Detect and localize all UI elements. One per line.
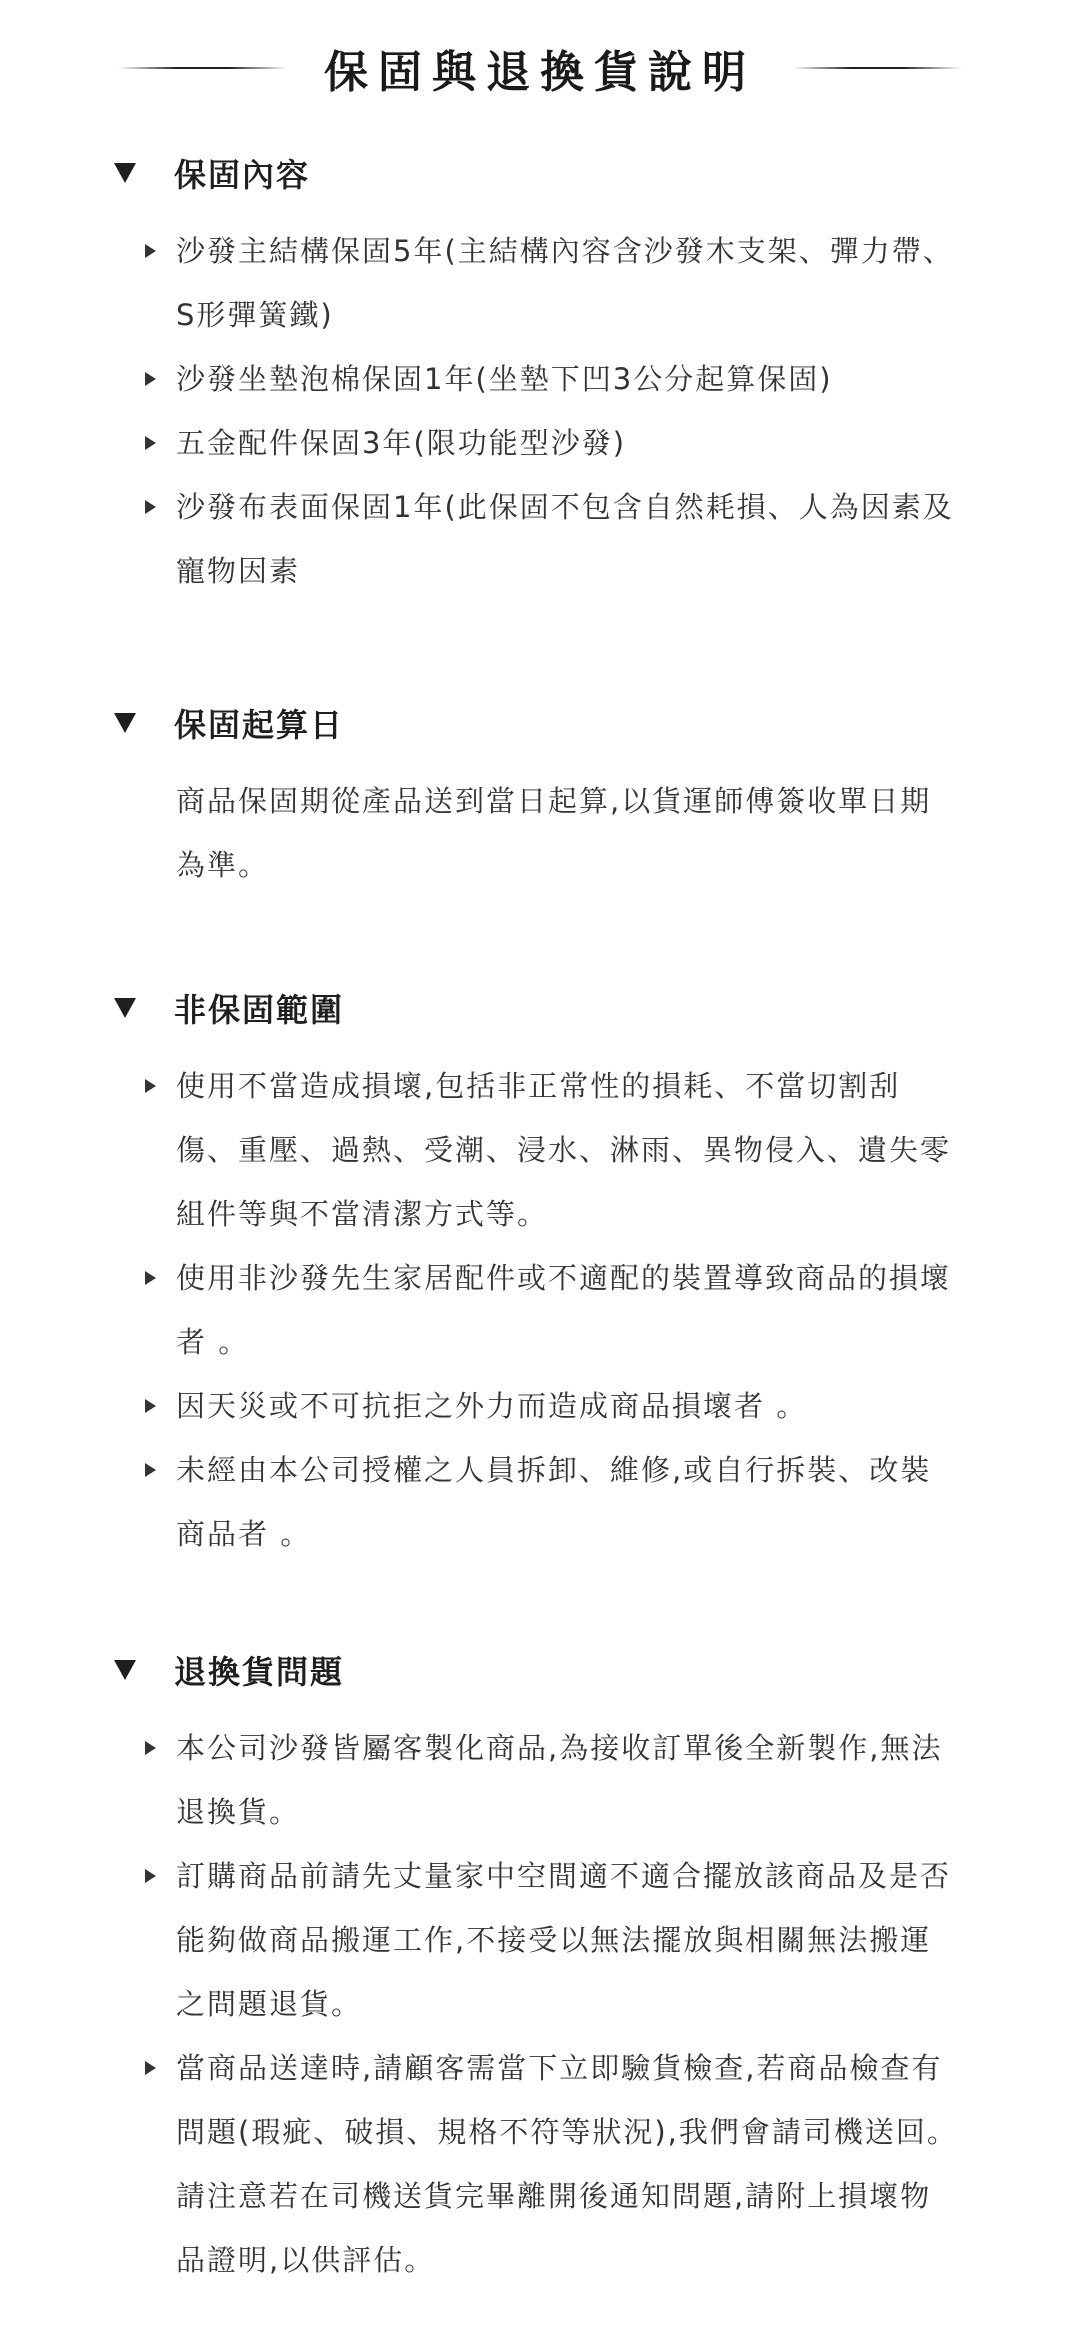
list-item: 當商品送達時,請顧客需當下立即驗貨檢查,若商品檢查有問題(瑕疵、破損、規格不符等狀況),我們會請司機送回。請注意若在司機送貨完畢離開後通知問題,請附上損壞物品證明,以供評估。 bbox=[176, 2036, 960, 2292]
triangle-right-icon bbox=[145, 1079, 156, 1093]
title-divider-right bbox=[792, 67, 962, 69]
section-warranty-start-date bbox=[0, 693, 1080, 897]
triangle-right-icon bbox=[145, 2061, 156, 2075]
triangle-right-icon bbox=[145, 1869, 156, 1883]
page-title: 保固與退換貨說明 bbox=[324, 47, 756, 98]
list-item: 本公司沙發皆屬客製化商品,為接收訂單後全新製作,無法退換貨。 bbox=[176, 1716, 960, 1844]
list-item: 沙發坐墊泡棉保固1年(坐墊下凹3公分起算保固) bbox=[176, 347, 960, 411]
return-item-list bbox=[176, 1716, 960, 2292]
section-header[interactable] bbox=[0, 978, 1080, 1038]
list-item: 沙發布表面保固1年(此保固不包含自然耗損、人為因素及寵物因素 bbox=[176, 475, 960, 603]
triangle-right-icon bbox=[145, 372, 156, 386]
triangle-right-icon bbox=[145, 244, 156, 258]
warranty-item-list bbox=[176, 219, 960, 603]
section-header[interactable] bbox=[0, 1640, 1080, 1700]
list-item: 使用不當造成損壞,包括非正常性的損耗、不當切割刮傷、重壓、過熱、受潮、浸水、淋雨、異物侵入、遺失零組件等與不當清潔方式等。 bbox=[176, 1054, 960, 1246]
non-warranty-item-list bbox=[176, 1054, 960, 1566]
section-return-exchange bbox=[0, 1640, 1080, 2292]
section-header[interactable] bbox=[0, 693, 1080, 753]
list-item: 五金配件保固3年(限功能型沙發) bbox=[176, 411, 960, 475]
triangle-down-icon bbox=[114, 713, 136, 733]
triangle-right-icon bbox=[145, 1463, 156, 1477]
list-item: 沙發主結構保固5年(主結構內容含沙發木支架、彈力帶、S形彈簧鐵) bbox=[176, 219, 960, 347]
section-non-warranty-scope bbox=[0, 978, 1080, 1566]
triangle-right-icon bbox=[145, 500, 156, 514]
section-title: 非保固範圍 bbox=[174, 991, 345, 1029]
list-item: 訂購商品前請先丈量家中空間適不適合擺放該商品及是否能夠做商品搬運工作,不接受以無法擺放與相關無法搬運之問題退貨。 bbox=[176, 1844, 960, 2036]
page-header bbox=[0, 30, 1080, 106]
title-divider-left bbox=[118, 67, 288, 69]
triangle-right-icon bbox=[145, 1741, 156, 1755]
list-item: 因天災或不可抗拒之外力而造成商品損壞者 。 bbox=[176, 1374, 960, 1438]
triangle-down-icon bbox=[114, 1660, 136, 1680]
section-title: 保固起算日 bbox=[174, 706, 345, 744]
section-warranty-content bbox=[0, 143, 1080, 603]
triangle-right-icon bbox=[145, 1399, 156, 1413]
triangle-down-icon bbox=[114, 163, 136, 183]
triangle-right-icon bbox=[145, 1271, 156, 1285]
list-item: 使用非沙發先生家居配件或不適配的裝置導致商品的損壞者 。 bbox=[176, 1246, 960, 1374]
list-item: 未經由本公司授權之人員拆卸、維修,或自行拆裝、改裝商品者 。 bbox=[176, 1438, 960, 1566]
triangle-down-icon bbox=[114, 998, 136, 1018]
section-title: 保固內容 bbox=[174, 156, 311, 194]
section-header[interactable] bbox=[0, 143, 1080, 203]
triangle-right-icon bbox=[145, 436, 156, 450]
section-paragraph: 商品保固期從產品送到當日起算,以貨運師傅簽收單日期為準。 bbox=[176, 784, 932, 882]
section-title: 退換貨問題 bbox=[174, 1653, 345, 1691]
